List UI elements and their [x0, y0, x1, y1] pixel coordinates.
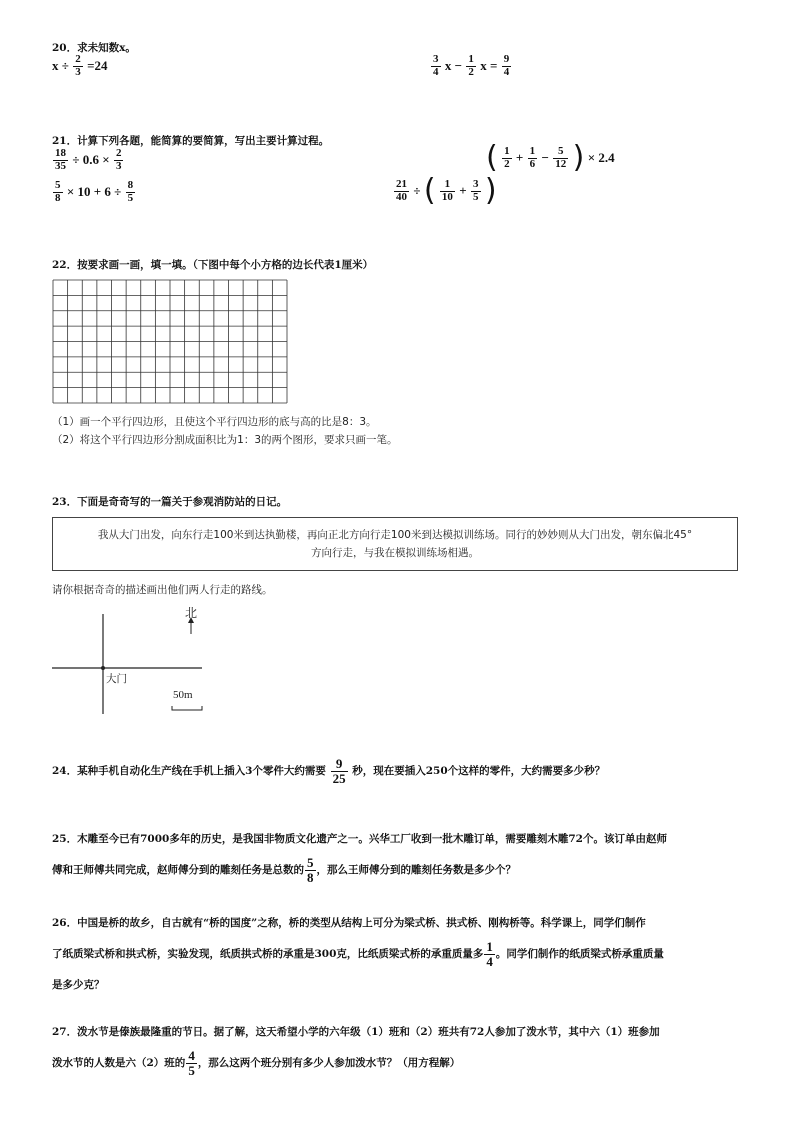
scale-label: 50m: [173, 689, 193, 701]
q21-expr-2: ( $\frac{1}{2}$ + $\frac{1}{6}$ − $\frac{5}{12}$ ) × 2.4: [486, 140, 615, 175]
q22-item-1: （1）画一个平行四边形，且使这个平行四边形的底与高的比是8：3。: [52, 416, 377, 428]
fraction-2-3: $\frac{2}{3}$: [75, 53, 81, 78]
q21-expr-1: $\frac{18}{35}$ ÷ 0.6 × $\frac{2}{3}$: [55, 147, 122, 172]
gate-label: 大门: [106, 673, 127, 685]
gate-point: [101, 666, 105, 670]
north-label: 北: [185, 606, 198, 620]
eq1-lhs: x ÷: [52, 58, 69, 74]
q20-equation-2: $\frac{3}{4}$ x − $\frac{1}{2}$ x = $\frac{9}{4}$: [433, 53, 510, 78]
q21-expr-4: $\frac{21}{40}$ ÷ ( $\frac{1}{10}$ + $\frac{3}{5}$ ): [396, 173, 497, 208]
eq1-rhs: =24: [87, 58, 108, 74]
q23-title: 23．下面是奇奇写的一篇关于参观消防站的日记。: [52, 496, 288, 508]
q26-line-3: 是多少克？: [52, 979, 105, 991]
q25-line-2: 傅和王师傅共同完成，赵师傅分到的雕刻任务是总数的 $\frac{5}{8}$ ，那么王师傅分到的雕刻任务数是多少个？: [52, 854, 516, 885]
q26-line-1: 26．中国是桥的故乡，自古就有“桥的国度”之称，桥的类型从结构上可分为梁式桥、拱式桥、刚构桥等。科学课上，同学们制作: [52, 917, 646, 929]
q27-line-2: 泼水节的人数是六（2）班的 $\frac{4}{5}$ ，那么这两个班分别有多少人参加泼水节？（用方程解）: [52, 1047, 461, 1078]
q27-line-1: 27．泼水节是傣族最隆重的节日。据了解，这天希望小学的六年级（1）班和（2）班共有72人参加了泼水节，其中六（1）班参加: [52, 1026, 660, 1038]
q21-title: 21．计算下列各题，能简算的要简算，写出主要计算过程。: [52, 135, 330, 147]
q20-equation-1: [52, 54, 108, 78]
q22-item-2: （2）将这个平行四边形分割成面积比为1：3的两个图形，要求只画一笔。: [52, 434, 398, 446]
q25-text: [52, 824, 752, 886]
diary-line-2: 方向行走，与我在模拟训练场相遇。: [311, 547, 479, 559]
q21-expr-3: $\frac{5}{8}$ × 10 + 6 ÷ $\frac{8}{5}$: [55, 179, 134, 204]
q26-text: [52, 908, 752, 1001]
q26-line-2: 了纸质梁式桥和拱式桥，实验发现，纸质拱式桥的承重是300克，比纸质梁式桥的承重质量多 $\frac{1}{4}$ 。同学们制作的纸质梁式桥承重质量: [52, 938, 664, 969]
q24-text: 24．某种手机自动化生产线在手机上插入3个零件大约需要 $\frac{9}{25}$ 秒，现在要插入250个这样的零件，大约需要多少秒？: [52, 756, 606, 786]
fraction-3-4: $\frac{3}{4}$: [433, 53, 439, 78]
fraction-9-4: $\frac{9}{4}$: [503, 53, 510, 78]
square-grid[interactable]: [52, 279, 288, 404]
diary-box: [52, 517, 738, 571]
q22-title: 22．按要求画一画，填一填。（下图中每个小方格的边长代表1厘米）: [52, 259, 374, 271]
q27-text: [52, 1017, 752, 1079]
q23-instruction: 请你根据奇奇的描述画出他们两人行走的路线。: [52, 584, 273, 596]
diary-line-1: 我从大门出发，向东行走100米到达执勤楼，再向正北方向行走100米到达模拟训练场。同行的妙妙则从大门出发，朝东偏北45°: [97, 529, 693, 541]
fraction-1-2: $\frac{1}{2}$: [468, 53, 474, 78]
scale-bar: [172, 706, 202, 710]
q25-line-1: 25．木雕至今已有7000多年的历史，是我国非物质文化遗产之一。兴华工厂收到一批木雕订单，需要雕刻木雕72个。该订单由赵师: [52, 833, 667, 845]
q20-title: 20．求未知数x。: [52, 42, 136, 54]
